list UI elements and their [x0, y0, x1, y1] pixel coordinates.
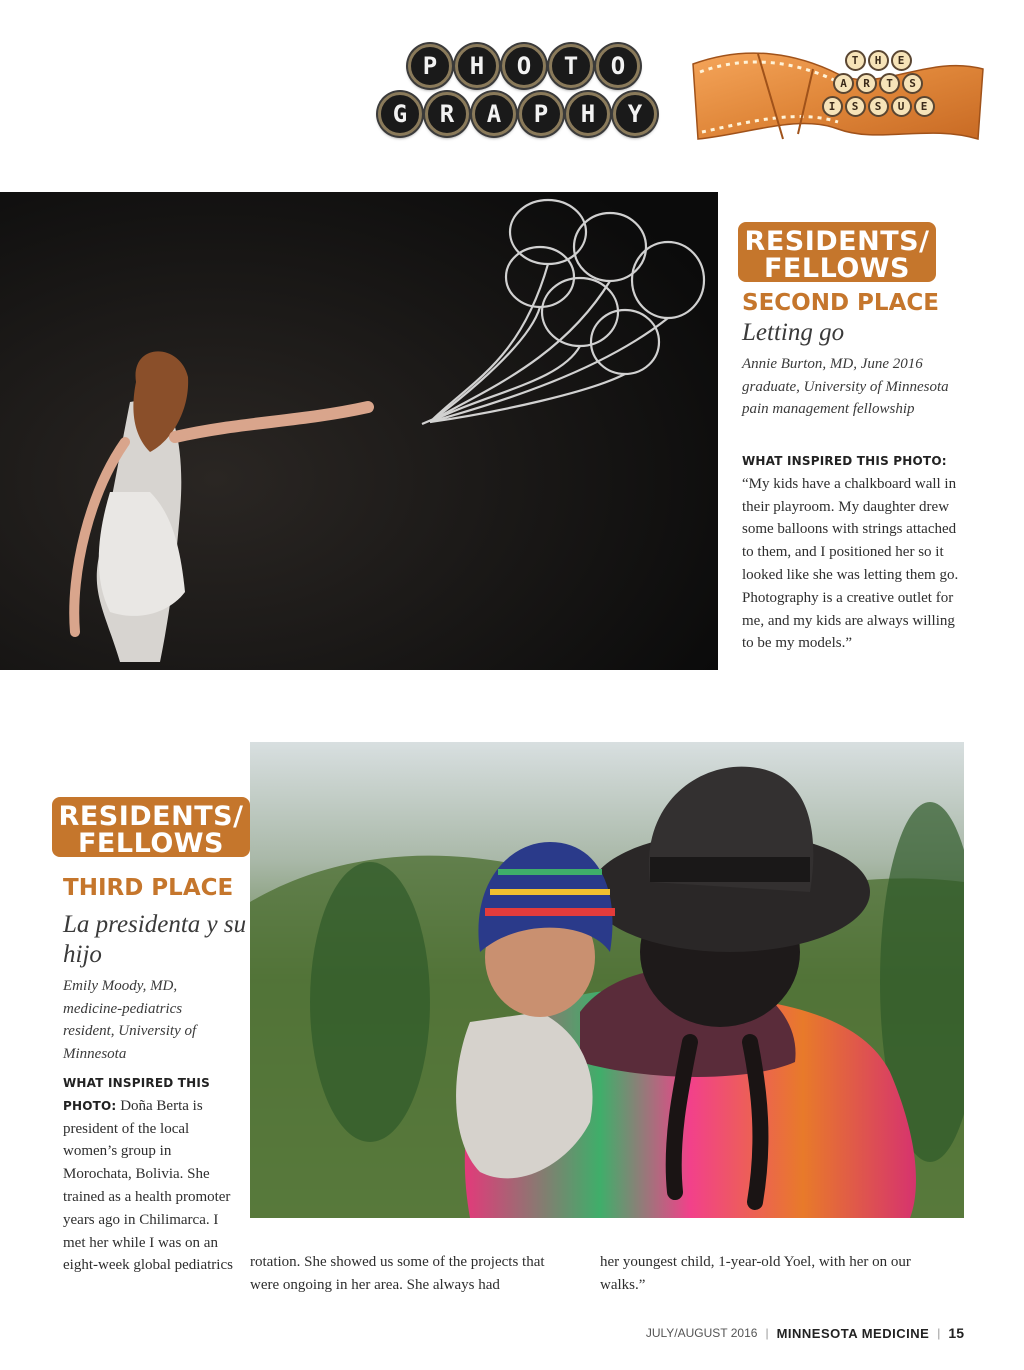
category-line: RESIDENTS/ [744, 226, 930, 257]
inspired-label: WHAT INSPIRED THIS PHOTO: [742, 454, 947, 468]
page-footer [646, 1325, 964, 1341]
footer-divider: | [765, 1326, 769, 1340]
inspired-body: Doña Berta is president of the local women’s group in Morochata, Bolivia. She trained as a health promoter years ago in Chilimarca. I met her while I was on an eight-week global pediatrics [63, 1097, 233, 1274]
photo-keys-row [408, 44, 640, 88]
photographer-byline: Annie Burton, MD, June 2016 graduate, University of Minnesota pain management fellowship [742, 356, 949, 417]
footer-divider: | [937, 1326, 941, 1340]
mini-key-letter: U [891, 96, 912, 117]
woman-child-illustration [250, 742, 964, 1218]
key-letter: H [566, 92, 610, 136]
mini-key-letter: S [868, 96, 889, 117]
photographer-byline: Emily Moody, MD, medicine-pediatrics resident, University of Minnesota [63, 978, 197, 1062]
graphy-keys-row [378, 92, 657, 136]
mini-key-letter: I [822, 96, 843, 117]
inspiration-text [742, 450, 964, 655]
photo-title: Letting go [742, 319, 845, 346]
photo-la-presidenta [250, 742, 964, 1218]
category-line: FELLOWS [77, 828, 224, 859]
key-letter: A [472, 92, 516, 136]
category-line: RESIDENTS/ [58, 801, 244, 832]
mini-key-letter: E [914, 96, 935, 117]
inspiration-text [63, 1072, 233, 1277]
magazine-name: MINNESOTA MEDICINE [776, 1325, 930, 1341]
inspired-label: WHAT INSPIRED THIS PHOTO: [63, 1076, 210, 1113]
mini-key-letter: H [868, 50, 889, 71]
category-line: FELLOWS [763, 253, 910, 284]
key-letter: Y [613, 92, 657, 136]
key-letter: T [549, 44, 593, 88]
key-letter: G [378, 92, 422, 136]
mini-key-letter: E [891, 50, 912, 71]
mini-key-letter: S [902, 73, 923, 94]
page-number: 15 [948, 1325, 964, 1341]
place-heading: THIRD PLACE [63, 875, 234, 901]
photo-letting-go [0, 192, 718, 670]
mini-key-letter: S [845, 96, 866, 117]
key-letter: R [425, 92, 469, 136]
category-badge [52, 797, 250, 857]
issue-date: JULY/AUGUST 2016 [645, 1326, 758, 1340]
key-letter: P [408, 44, 452, 88]
photo-title: La presidenta y su hijo [63, 911, 247, 968]
category-badge [738, 222, 936, 282]
chalkboard-girl-illustration [0, 192, 718, 670]
inspired-body: “My kids have a chalkboard wall in their playroom. My daughter drew some balloons with strings attached to them, and I positioned her so it looked like she was letting them go. Photography is a creative outlet for me, and my kids are always willing to be my models.” [742, 475, 959, 652]
mini-key-letter: R [856, 73, 877, 94]
mini-key-letter: T [879, 73, 900, 94]
place-heading: SECOND PLACE [742, 290, 939, 316]
the-arts-issue-keys [788, 50, 968, 119]
key-letter: O [502, 44, 546, 88]
inspiration-text-continued: her youngest child, 1-year-old Yoel, with her on our walks.” [600, 1254, 911, 1293]
inspiration-text-continued: rotation. She showed us some of the projects that were ongoing in her area. She always had [250, 1254, 545, 1293]
photography-arts-issue-logo [378, 36, 998, 146]
key-letter: P [519, 92, 563, 136]
mini-key-letter: A [833, 73, 854, 94]
mini-key-letter: T [845, 50, 866, 71]
key-letter: O [596, 44, 640, 88]
key-letter: H [455, 44, 499, 88]
